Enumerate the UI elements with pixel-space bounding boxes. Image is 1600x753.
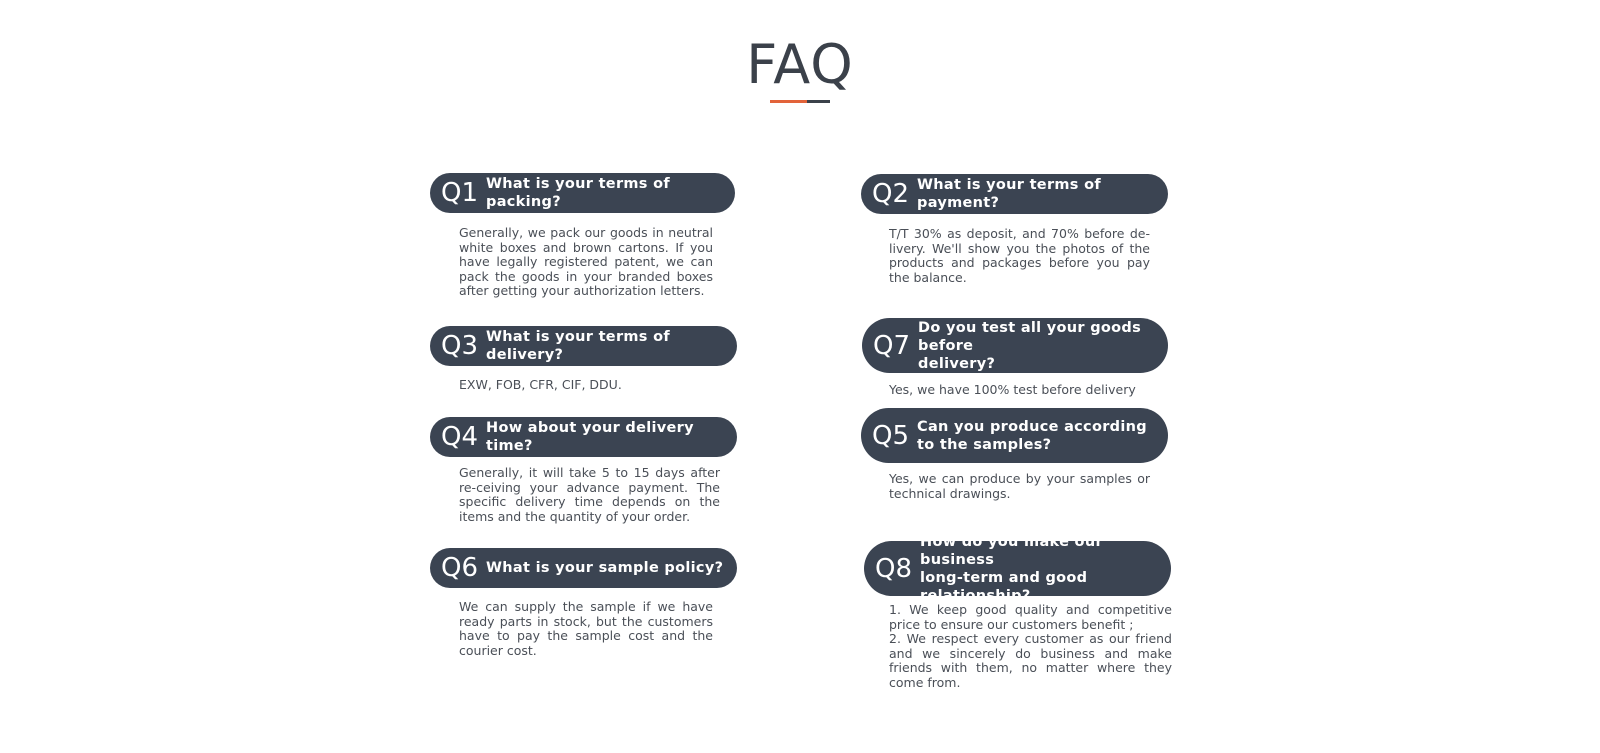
faq-q4-question: How about your delivery time? xyxy=(486,420,694,454)
faq-q4-question-pill xyxy=(430,417,737,457)
faq-q7-question: Do you test all your goods before delivery? xyxy=(918,319,1142,372)
faq-q6-question-pill xyxy=(430,548,737,588)
faq-q7-question-pill xyxy=(862,318,1168,373)
faq-q7-number: Q7 xyxy=(873,330,911,361)
faq-q4-answer: Generally, it will take 5 to 15 days after re-ceiving your advance payment. The specific delivery time depends on the items and the quantity of your order. xyxy=(459,465,720,524)
faq-q2-question: What is your terms of payment? xyxy=(917,177,1101,211)
faq-q5-number: Q5 xyxy=(872,420,910,451)
faq-q6-question: What is your sample policy? xyxy=(486,560,724,576)
faq-q1-question-pill xyxy=(430,173,735,213)
faq-q3-answer: EXW, FOB, CFR, CIF, DDU. xyxy=(459,377,622,392)
faq-q4-number: Q4 xyxy=(441,422,479,452)
faq-q2-answer: T/T 30% as deposit, and 70% before de-livery. We'll show you the photos of the products and packages before you pay the balance. xyxy=(889,226,1150,285)
faq-q8-number: Q8 xyxy=(875,553,913,584)
faq-q1-number: Q1 xyxy=(441,178,479,208)
faq-q8-question-pill xyxy=(864,533,1171,604)
faq-q7-answer: Yes, we have 100% test before delivery xyxy=(889,382,1136,397)
faq-q8-question: How do you make our business long-term and good relationship? xyxy=(920,533,1103,604)
faq-q1-answer: Generally, we pack our goods in neutral white boxes and brown cartons. If you have legally registered patent, we can pack the goods in your branded boxes after getting your authorization letters. xyxy=(459,225,713,299)
faq-q3-question: What is your terms of delivery? xyxy=(486,329,670,363)
faq-q2-number: Q2 xyxy=(872,179,910,209)
underline-dark-segment xyxy=(807,100,830,103)
faq-q5-question: Can you produce according to the samples? xyxy=(917,418,1147,453)
title-underline xyxy=(770,100,830,103)
page-title: FAQ xyxy=(746,33,854,96)
underline-accent-segment xyxy=(770,100,807,103)
faq-q6-answer: We can supply the sample if we have ready parts in stock, but the customers have to pay the sample cost and the courier cost. xyxy=(459,599,713,658)
faq-q3-question-pill xyxy=(430,326,737,366)
faq-q5-answer: Yes, we can produce by your samples or technical drawings. xyxy=(889,471,1150,501)
faq-q8-answer: 1. We keep good quality and competitive price to ensure our customers benefit ; 2. We respect every customer as our friend and we sincerely do business and make friends with them, no matter where they come from. xyxy=(889,602,1172,690)
faq-q3-number: Q3 xyxy=(441,331,479,361)
faq-q2-question-pill xyxy=(861,174,1168,214)
faq-q6-number: Q6 xyxy=(441,553,479,583)
faq-q1-question: What is your terms of packing? xyxy=(486,176,670,210)
faq-q5-question-pill xyxy=(861,408,1168,463)
